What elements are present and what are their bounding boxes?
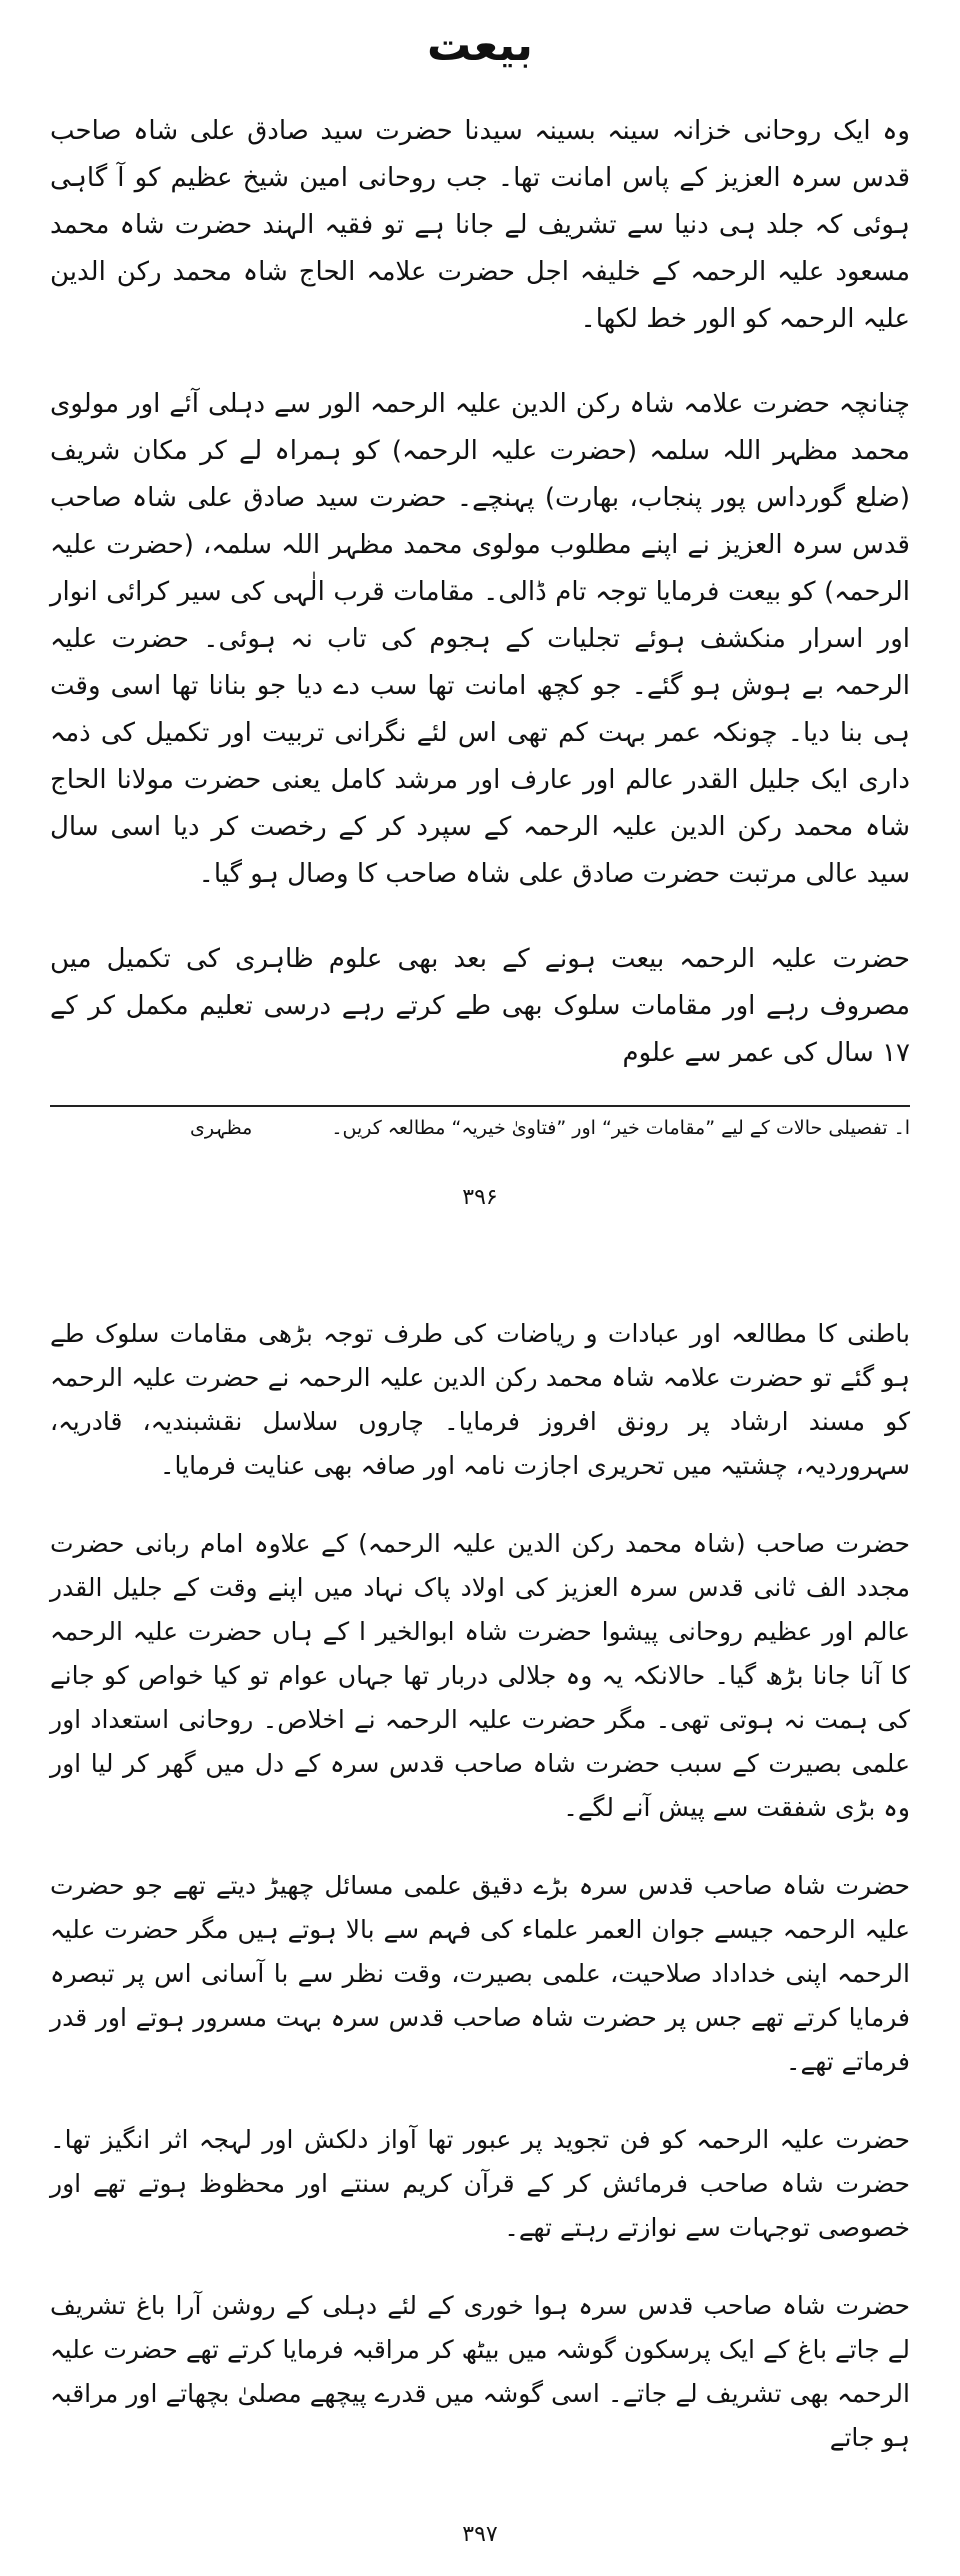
page-number: ۳۹۷ [462,2522,498,2547]
paragraph: حضرت شاہ صاحب قدس سرہ بڑے دقیق علمی مسائل چھیڑ دیتے تھے جو حضرت علیہ الرحمہ جیسے جوان العمر علماء کی فہم سے بالا ہوتے ہیں مگر حضرت علیہ الرحمہ اپنی خداداد صلاحیت، علمی بصیرت، وقت نظر سے با آسانی اس پر تبصرہ فرمایا کرتے تھے جس پر حضرت شاہ صاحب قدس سرہ بہت مسرور ہوتے اور قدر فرماتے تھے۔ [50,1871,910,2076]
paragraph: حضرت شاہ صاحب قدس سرہ ہوا خوری کے لئے دہلی کے روشن آرا باغ تشریف لے جاتے باغ کے ایک پرسکون گوشہ میں بیٹھ کر مراقبہ فرمایا کرتے تھے حضرت علیہ الرحمہ بھی تشریف لے جاتے۔ اسی گوشہ میں قدرے پیچھے مصلیٰ بچھاتے اور مراقبہ ہو جاتے [50,2291,910,2452]
page-397 [0,1300,960,2570]
paragraph: باطنی کا مطالعہ اور عبادات و ریاضات کی طرف توجہ بڑھی مقامات سلوک طے ہو گئے تو حضرت علامہ شاہ محمد رکن الدین علیہ الرحمہ نے حضرت علیہ الرحمہ کو مسند ارشاد پر رونق افروز فرمایا۔ چاروں سلاسل نقشبندیہ، قادریہ، سہروردیہ، چشتیہ میں تحریری اجازت نامہ اور صافہ بھی عنایت فرمایا۔ [50,1319,910,1480]
paragraph: حضرت صاحب (شاہ محمد رکن الدین علیہ الرحمہ) کے علاوہ امام ربانی حضرت مجدد الف ثانی قدس سرہ العزیز کی اولاد پاک نہاد میں اپنے وقت کے جلیل القدر عالم اور عظیم روحانی پیشوا حضرت شاہ ابوالخیر ا کے ہاں حضرت علیہ الرحمہ کا آنا جانا بڑھ گیا۔ حالانکہ یہ وہ جلالی دربار تھا جہاں عوام تو کیا خواص کو جانے کی ہمت نہ ہوتی تھی۔ مگر حضرت علیہ الرحمہ نے اخلاص۔ روحانی استعداد اور علمی بصیرت کے سبب حضرت شاہ صاحب قدس سرہ کے دل میں گھر کر لیا اور وہ بڑی شفقت سے پیش آنے لگے۔ [50,1529,910,1822]
page-title: بیعت [427,20,533,71]
paragraph: چنانچہ حضرت علامہ شاہ رکن الدین علیہ الرحمہ الور سے دہلی آئے اور مولوی محمد مظہر اللہ سلمہ (حضرت علیہ الرحمہ) کو ہمراہ لے کر مکان شریف (ضلع گورداس پور پنجاب، بھارت) پہنچے۔ حضرت سید صادق علی شاہ صاحب قدس سرہ العزیز نے اپنے مطلوب مولوی محمد مظہر اللہ سلمہ، (حضرت علیہ الرحمہ) کو بیعت فرمایا توجہ تام ڈالی۔ مقامات قرب الٰہی کی سیر کرائی انوار اور اسرار منکشف ہوئے تجلیات کے ہجوم کی تاب نہ ہوئی۔ حضرت علیہ الرحمہ بے ہوش ہو گئے۔ جو کچھ امانت تھا سب دے دیا جو بنانا تھا اسی وقت ہی بنا دیا۔ چونکہ عمر بہت کم تھی اس لئے نگرانی تربیت اور تکمیل کی ذمہ داری ایک جلیل القدر عالم اور عارف اور مرشد کامل یعنی حضرت مولانا الحاج شاہ محمد رکن الدین علیہ الرحمہ کے سپرد کر کے رخصت کر دیا اسی سال سید عالی مرتبت حضرت صادق علی شاہ صاحب کا وصال ہو گیا۔ [50,389,910,889]
paragraph: حضرت علیہ الرحمہ کو فن تجوید پر عبور تھا آواز دلکش اور لہجہ اثر انگیز تھا۔ حضرت شاہ صاحب فرمائش کر کے قرآن کریم سنتے اور محظوظ ہوتے تھے اور خصوصی توجہات سے نوازتے رہتے تھے۔ [50,2125,910,2242]
footnote-divider [50,1105,910,1107]
paragraph: حضرت علیہ الرحمہ بیعت ہونے کے بعد بھی علوم ظاہری کی تکمیل میں مصروف رہے اور مقامات سلوک بھی طے کرتے رہے درسی تعلیم مکمل کر کے ۱۷ سال کی عمر سے علوم [50,944,910,1068]
footnote-signature: مظہری [190,1117,253,1139]
footnote-text: ا۔ تفصیلی حالات کے لیے ”مقامات خیر“ اور ”فتاویٰ خیریہ“ مطالعہ کریں۔ [331,1117,910,1139]
page-number: ۳۹۶ [462,1185,498,1210]
page-396 [0,0,960,1230]
footnote [50,1112,910,1144]
paragraph: وہ ایک روحانی خزانہ سینہ بسینہ سیدنا حضرت سید صادق علی شاہ صاحب قدس سرہ العزیز کے پاس امانت تھا۔ جب روحانی امین شیخ عظیم کو آ گاہی ہوئی کہ جلد ہی دنیا سے تشریف لے جانا ہے تو فقیہ الہند حضرت شاہ محمد مسعود علیہ الرحمہ کے خلیفہ اجل حضرت علامہ الحاج شاہ محمد رکن الدین علیہ الرحمہ کو الور خط لکھا۔ [50,116,910,334]
